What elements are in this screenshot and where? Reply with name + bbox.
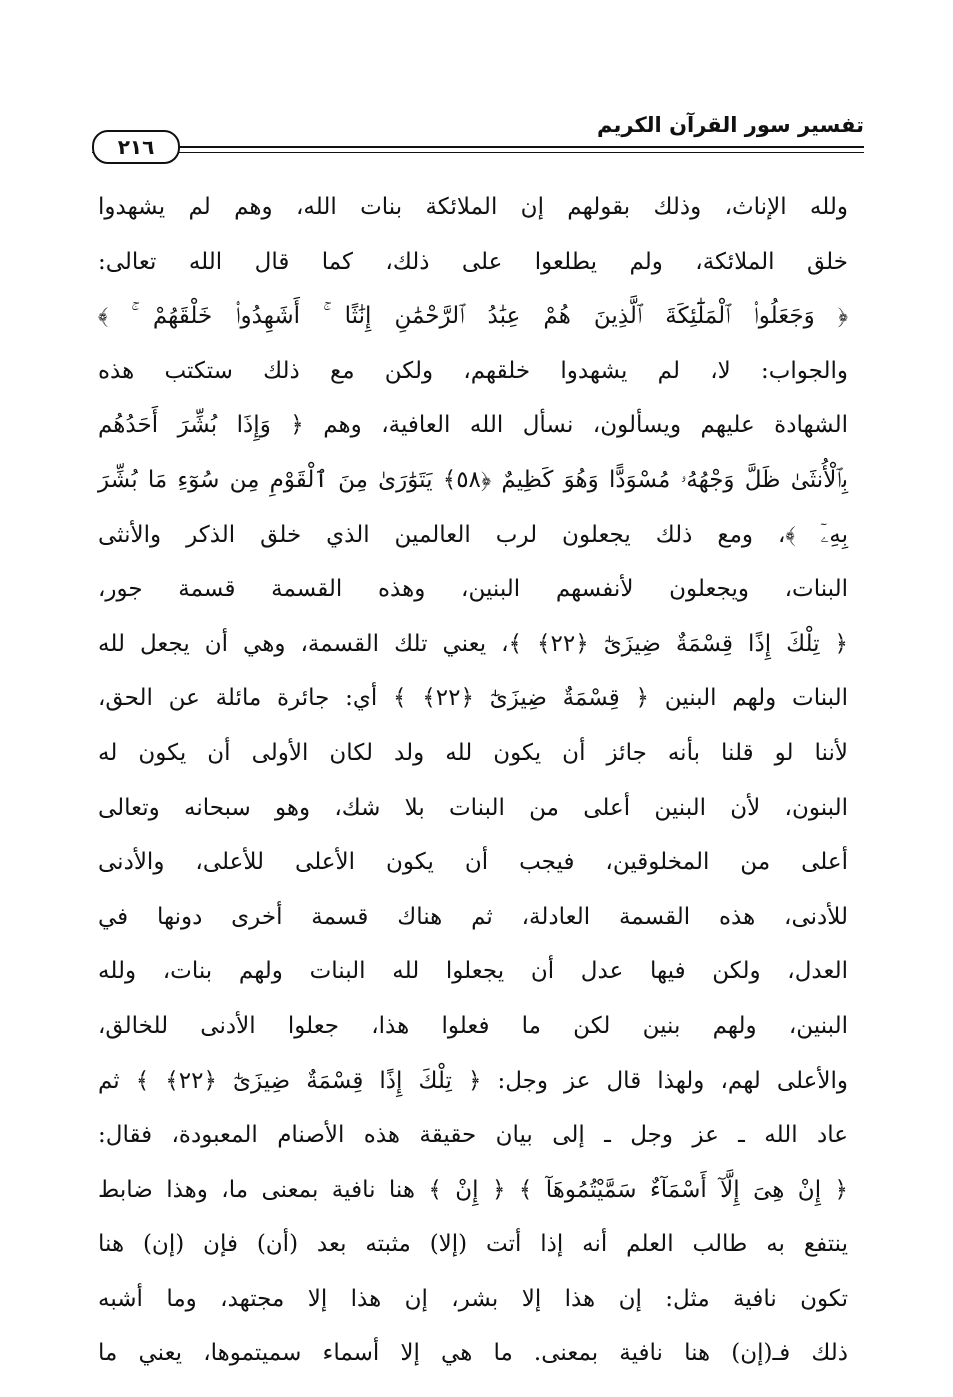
- commentary-text: [98, 180, 848, 1381]
- text-line: ينتفع به طالب العلم أنه إذا أتت (إلا) مثبته بعد (أن) فإن (إن) هنا: [98, 1231, 848, 1258]
- text-line: عاد الله ـ عز وجل ـ إلى بيان حقيقة هذه الأصنام المعبودة، فقال:: [98, 1122, 848, 1149]
- text-line: ﴿ إِنْ هِىَ إِلَّآ أَسْمَآءٌ سَمَّيْتُمُوهَآ ﴾ ﴿ إِنْ ﴾ هنا نافية بمعنى ما، وهذا ضابط: [98, 1176, 848, 1203]
- text-line: البنات ولهم البنين ﴿ قِسْمَةٌ ضِيزَىٰٓ ﴿٢٢﴾ ﴾ أي: جائرة مائلة عن الحق،: [98, 685, 848, 712]
- text-line: الشهادة عليهم ويسألون، نسأل الله العافية، وهم ﴿ وَإِذَا بُشِّرَ أَحَدُهُم: [98, 412, 848, 439]
- book-title: تفسير سور القرآن الكريم: [597, 113, 864, 137]
- text-line: أعلى من المخلوقين، فيجب أن يكون الأعلى للأعلى، والأدنى: [98, 849, 848, 876]
- text-line: لأننا لو قلنا بأنه جائز أن يكون لله ولد لكان الأولى أن يكون له: [98, 739, 848, 766]
- quran-verse-line: ﴿ وَجَعَلُوا۟ ٱلْمَلَٰٓئِكَةَ ٱلَّذِينَ هُمْ عِبَٰدُ ٱلرَّحْمَٰنِ إِنَٰثًا ۚ أَشَهِدُوا۟ خَلْقَهُمْ ۚ ﴾: [98, 303, 848, 330]
- text-line: العدل، ولكن فيها عدل أن يجعلوا لله البنات ولهم بنات، ولله: [98, 958, 848, 985]
- text-line: البنون، لأن البنين أعلى من البنات بلا شك، وهو سبحانه وتعالى: [98, 794, 848, 821]
- text-line: والأعلى لهم، ولهذا قال عز وجل: ﴿ تِلْكَ إِذًا قِسْمَةٌ ضِيزَىٰٓ ﴿٢٢﴾ ﴾ ثم: [98, 1067, 848, 1094]
- text-line: خلق الملائكة، ولم يطلعوا على ذلك، كما قال الله تعالى:: [98, 248, 848, 275]
- text-line: للأدنى، هذه القسمة العادلة، ثم هناك قسمة أخرى دونها في: [98, 903, 848, 930]
- text-line: ولله الإناث، وذلك بقولهم إن الملائكة بنات الله، وهم لم يشهدوا: [98, 194, 848, 220]
- header-rule: [92, 146, 864, 153]
- text-line: البنين، ولهم بنين لكن ما فعلوا هذا، جعلوا الأدنى للخالق،: [98, 1012, 848, 1039]
- quran-verse-line: بِٱلْأُنثَىٰ ظَلَّ وَجْهُهُۥ مُسْوَدًّا وَهُوَ كَظِيمٌ ﴿٥٨﴾ يَتَوَٰرَىٰ مِنَ ٱلْقَوْمِ مِن سُوٓءِ مَا بُشِّرَ: [98, 466, 848, 493]
- text-line: والجواب: لا، لم يشهدوا خلقهم، ولكن مع ذلك ستكتب هذه: [98, 357, 848, 384]
- text-line: تكون نافية مثل: إن هذا إلا بشر، إن هذا إلا مجتهد، وما أشبه: [98, 1285, 848, 1312]
- text-line: بِهِۦٓ ﴾، ومع ذلك يجعلون لرب العالمين الذي خلق الذكر والأنثى: [98, 521, 848, 548]
- page-number: ٢١٦: [92, 130, 180, 164]
- text-line: البنات، ويجعلون لأنفسهم البنين، وهذه القسمة قسمة جور،: [98, 576, 848, 603]
- text-line: ﴿ تِلْكَ إِذًا قِسْمَةٌ ضِيزَىٰٓ ﴿٢٢﴾ ﴾، يعني تلك القسمة، وهي أن يجعل لله: [98, 630, 848, 657]
- page-header: [92, 108, 864, 159]
- text-line: ذلك فـ(إن) هنا نافية بمعنى. ما هي إلا أسماء سميتموها، يعني ما: [98, 1340, 848, 1367]
